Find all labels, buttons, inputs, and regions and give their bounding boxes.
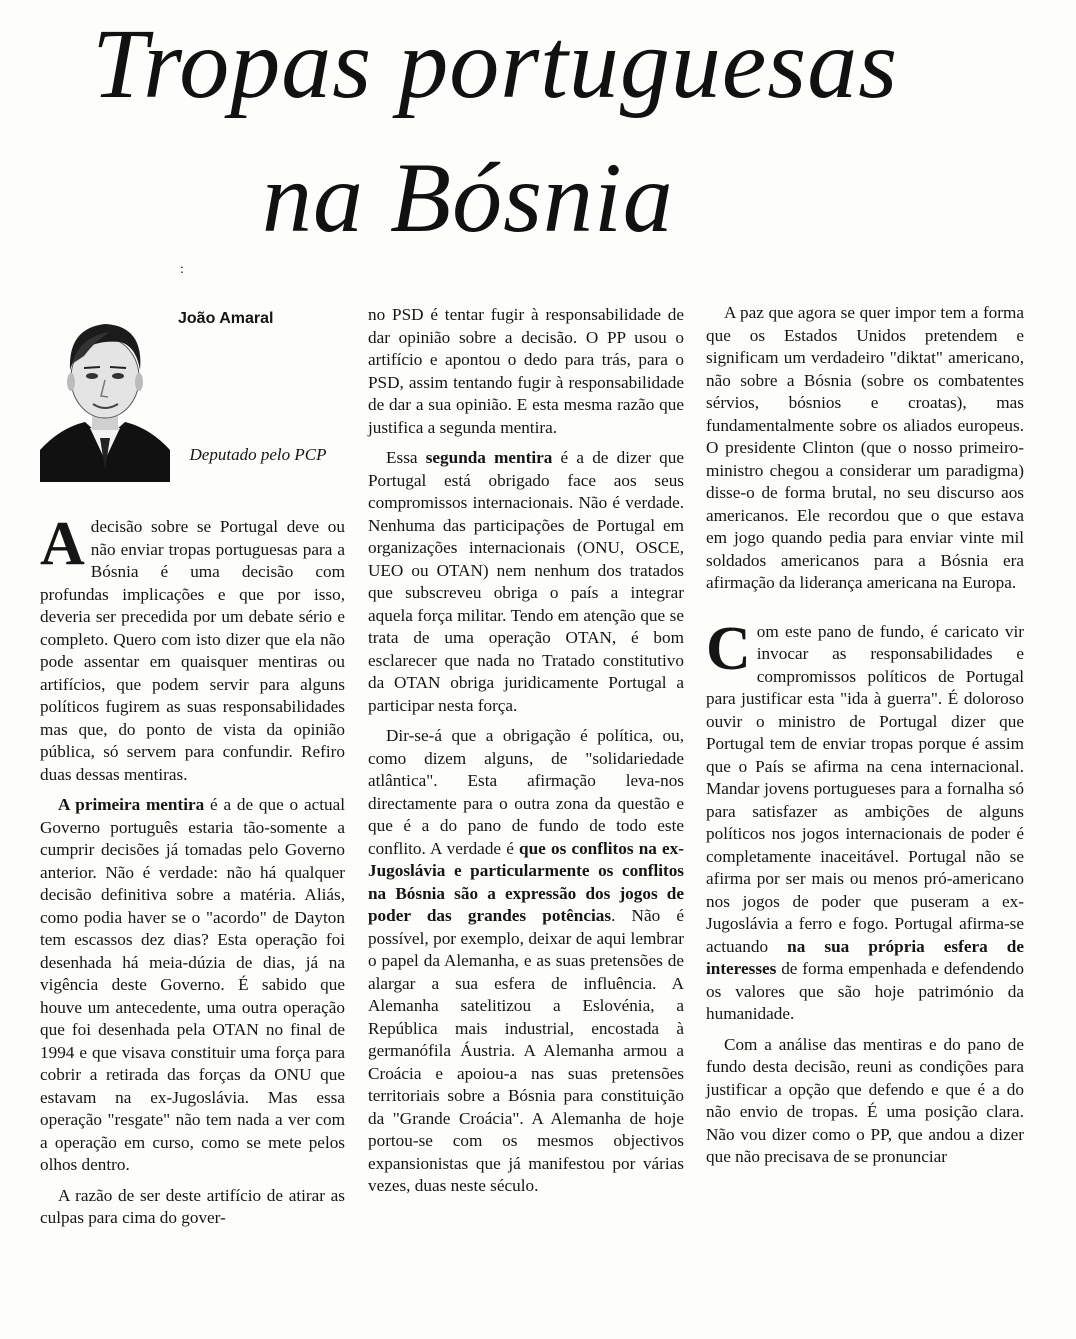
- author-name: João Amaral: [178, 310, 274, 327]
- paragraph: Com este pano de fundo, é caricato vir invocar as responsabilidades e compromissos políticos de Portugal para justificar esta "ida à guerra". É doloroso ouvir o ministro de Portugal dizer que Portugal tem de enviar tropas porque é assim que o País se afirma na cena internacional. Mandar jovens portugueses para a fornalha só para satisfazer as ambições de alguns políticos nos jogos internacionais de poder é completamente inaceitável. Portugal não se afirma por ser mais ou menos pró-americano nos jogos de poder que puseram a ex-Jugoslávia a ferro e fogo. Portugal afirma-se actuando na sua própria esfera de interesses de forma empenhada e defendendo os valores que são hoje património da humanidade.: [706, 614, 1024, 1023]
- paragraph: A primeira mentira é a de que o actual Governo português estaria tão-somente a cumprir decisões já tomadas pelo Governo anterior. Não é verdade: não há qualquer decisão definitiva sobre a matéria. Aliás, como podia haver se o "acordo" de Dayton tem escassos dez dias? Esta operação foi desenhada há meia-dúzia de dias, já na vigência deste Governo. É sabido que houve um antecedente, uma outra operação que foi desenhada pela OTAN no final de 1994 e que visava constituir uma força para cobrir a retirada das forças da ONU que estavam na ex-Jugoslávia. Mas essa operação "resgate" não tem nada a ver com a operação em curso, como se mete pelos olhos dentro.: [40, 795, 345, 1174]
- article-column-3: [706, 302, 1024, 1177]
- drop-cap: A: [40, 510, 85, 578]
- article-title-line2: na Bósnia: [262, 142, 674, 253]
- paragraph: A razão de ser deste artifício de atirar as culpas para cima do gover-: [40, 1185, 345, 1227]
- paragraph: Dir-se-á que a obrigação é política, ou, como dizem alguns, de "solidariedade atlântica". Esta afirmação leva-nos directamente para o outra zona da questão e que é a do pano de fundo de todo este conflito. A verdade é que os conflitos na ex-Jugoslávia e particularmente os conflitos na Bósnia são a expressão dos jogos de poder das grandes potências. Não é possível, por exemplo, deixar de aqui lembrar o papel da Alemanha, e as suas pretensões de alargar a sua esfera de influência. A Alemanha satelitizou a Eslovénia, a República mais industrial, encostada à germanófila Áustria. A Alemanha armou a Croácia e apoiou-a nas suas pretensões territoriais sobre a Bósnia para constituição da "Grande Croácia". A Alemanha de hoje portou-se com os mesmos objectivos expansionistas que já manifestou por várias vezes, duas neste século.: [368, 726, 684, 1195]
- author-photo: [40, 300, 170, 482]
- keyword-highlight: A primeira mentira: [58, 795, 205, 814]
- paragraph: Com a análise das mentiras e do pano de fundo desta decisão, reuni as condições para justificar a opção que defendo e que é a do não envio de tropas. É uma posição clara. Não vou dizer como o PP, que andou a dizer que não precisava de se pronunciar: [706, 1034, 1024, 1166]
- paragraph: Essa segunda mentira é a de dizer que Portugal está obrigado face aos seus compromissos internacionais. Não é verdade. Nenhuma das participações de Portugal em organizações internacionais (ONU, OSCE, UEO ou OTAN) nem nenhum dos tratados que subscreveu obriga o país a integrar aquela força militar. Tendo em atenção que se trata de uma operação OTAN, é bom esclarecer que nada no Tratado constitutivo da OTAN obriga juridicamente Portugal a participar nesta força.: [368, 448, 684, 715]
- keyword-highlight: na sua própria esfera de interesses: [706, 936, 1024, 978]
- paragraph: Adecisão sobre se Portugal deve ou não enviar tropas portuguesas para a Bósnia é uma decisão com profundas implicações e que por isso, deveria ser precedida por um debate sério e completo. Quero com isto dizer que ela não pode assentar em quaisquer mentiras ou artifícios, que podem servir para alguns políticos fugirem as suas responsabilidades mas que, do ponto de vista da opinião pública, só servem para confundir. Refiro duas dessas mentiras.: [40, 510, 345, 784]
- article-title-line1: Tropas portuguesas: [92, 8, 899, 119]
- author-block: [40, 300, 345, 512]
- author-role: Deputado pelo PCP: [189, 445, 327, 464]
- article-column-1: [40, 300, 345, 1238]
- keyword-highlight: segunda mentira: [425, 448, 553, 467]
- paragraph: no PSD é tentar fugir à responsabilidade de dar opinião sobre a decisão. O PP usou o artifício e apontou o dedo para trás, para o PSD, assim tentando fugir à responsabilidade de dar a sua opinião. E esta mesma razão que justifica a segunda mentira.: [368, 305, 684, 437]
- paragraph: A paz que agora se quer impor tem a forma que os Estados Unidos pretendem e significam um verdadeiro "diktat" americano, não sobre a Bósnia (sobre os combatentes sérvios, bósnios e croatas), mas fundamentalmente sobre os aliados europeus. O presidente Clinton (que o nosso primeiro-ministro chegou a considerar um paradigma) disse-o de forma brutal, no seu discurso aos americanos. Ele recordou que o que estava em jogo quando pedia para enviar vinte mil soldados americanos para a Bósnia era afirmação da liderança americana na Europa.: [706, 303, 1024, 592]
- article-column-2: [368, 304, 684, 1206]
- keyword-highlight: que os conflitos na ex-Jugoslávia e particularmente os conflitos na Bósnia são a expressão dos jogos de poder das grandes potências: [368, 838, 684, 925]
- decorative-dot: :: [180, 262, 184, 277]
- drop-cap: C: [706, 614, 751, 683]
